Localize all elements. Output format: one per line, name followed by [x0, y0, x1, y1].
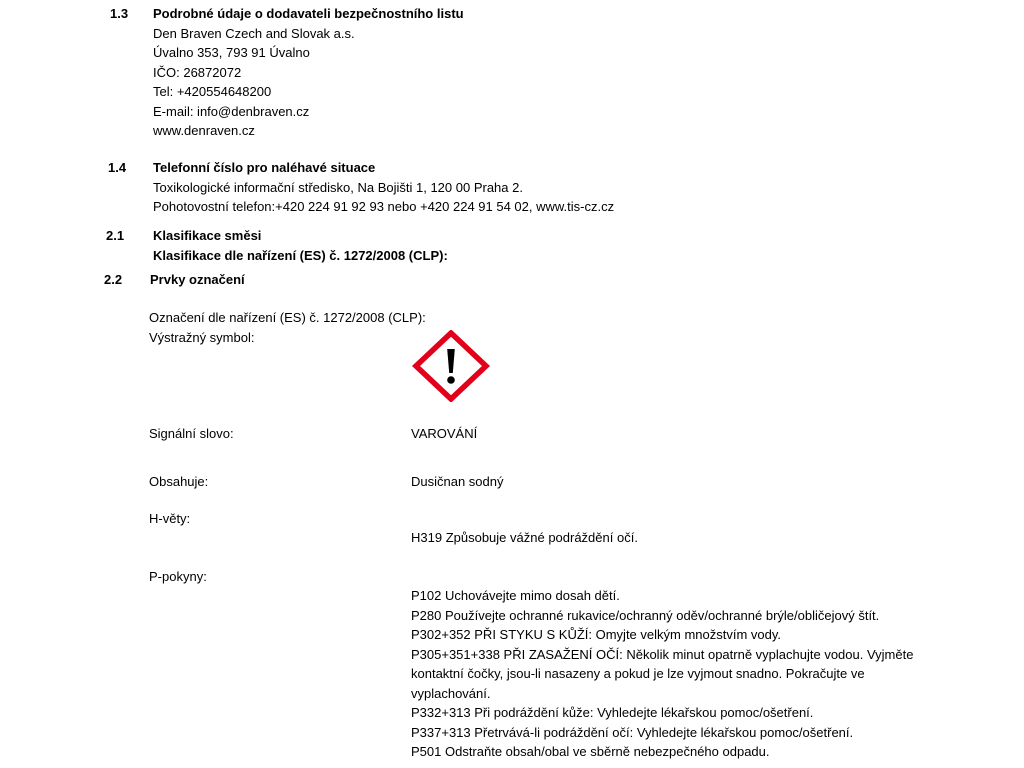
classification-regulation: Klasifikace dle nařízení (ES) č. 1272/2008 (CLP): — [153, 247, 448, 263]
supplier-email: E-mail: info@denbraven.cz — [153, 103, 310, 119]
emergency-phone: Pohotovostní telefon:+420 224 91 92 93 nebo +420 224 91 54 02, www.tis-cz.cz — [153, 199, 615, 214]
section-heading-emergency: Telefonní číslo pro naléhavé situace — [153, 160, 376, 175]
supplier-website: www.denraven.cz — [153, 123, 255, 138]
section-heading-supplier: Podrobné údaje o dodavateli bezpečnostního listu — [153, 6, 464, 21]
p-statement-line: P302+352 PŘI STYKU S KŮŽÍ: Omyjte velkým množstvím vody. — [411, 627, 782, 642]
p-statement-line: P280 Používejte ochranné rukavice/ochranný oděv/ochranné brýle/obličejový štít. — [411, 607, 880, 623]
section-number-1-3: 1.3 — [110, 6, 129, 21]
contains-value: Dusičnan sodný — [411, 474, 504, 489]
p-statement-line: vyplachování. — [411, 685, 491, 701]
signal-word-label: Signální slovo: — [149, 426, 234, 441]
emergency-center: Toxikologické informační středisko, Na Bojišti 1, 120 00 Praha 2. — [153, 179, 523, 195]
labeling-regulation-text: Označení dle nařízení (ES) č. 1272/2008 (CLP): — [149, 310, 426, 325]
p-statements-label: P-pokyny: — [149, 569, 207, 584]
section-number-2-1: 2.1 — [106, 228, 125, 243]
supplier-company: Den Braven Czech and Slovak a.s. — [153, 25, 355, 41]
p-statement-line: P102 Uchovávejte mimo dosah dětí. — [411, 588, 620, 603]
p-statement-line: kontaktní čočky, jsou-li nasazeny a pokud je lze vyjmout snadno. Pokračujte ve — [411, 666, 865, 681]
h-statements-label: H-věty: — [149, 511, 191, 526]
section-heading-label-elements: Prvky označení — [150, 272, 245, 287]
section-heading-classification: Klasifikace směsi — [153, 228, 262, 243]
supplier-ico: IČO: 26872072 — [153, 64, 242, 80]
h-statement-h319: H319 Způsobuje vážné podráždění očí. — [411, 530, 638, 545]
section-number-2-2: 2.2 — [104, 272, 123, 287]
supplier-address: Úvalno 353, 793 91 Úvalno — [153, 45, 310, 60]
p-statements-list — [411, 586, 913, 762]
p-statement-line: P337+313 Přetrvává-li podráždění očí: Vyhledejte lékařskou pomoc/ošetření. — [411, 724, 854, 740]
hazard-symbol-label: Výstražný symbol: — [149, 329, 255, 345]
p-statement-line: P305+351+338 PŘI ZASAŽENÍ OČÍ: Několik minut opatrně vyplachujte vodou. Vyjměte — [411, 646, 914, 662]
ghs07-exclamation-icon — [411, 330, 491, 402]
contains-label: Obsahuje: — [149, 474, 209, 489]
emergency-details — [153, 178, 614, 217]
section-number-1-4: 1.4 — [108, 160, 127, 175]
signal-word-value: VAROVÁNÍ — [411, 426, 478, 441]
p-statement-line: P501 Odstraňte obsah/obal ve sběrně nebezpečného odpadu. — [411, 744, 770, 759]
p-statement-line: P332+313 Při podráždění kůže: Vyhledejte lékařskou pomoc/ošetření. — [411, 705, 814, 720]
supplier-phone: Tel: +420554648200 — [153, 84, 272, 99]
supplier-details — [153, 24, 355, 141]
